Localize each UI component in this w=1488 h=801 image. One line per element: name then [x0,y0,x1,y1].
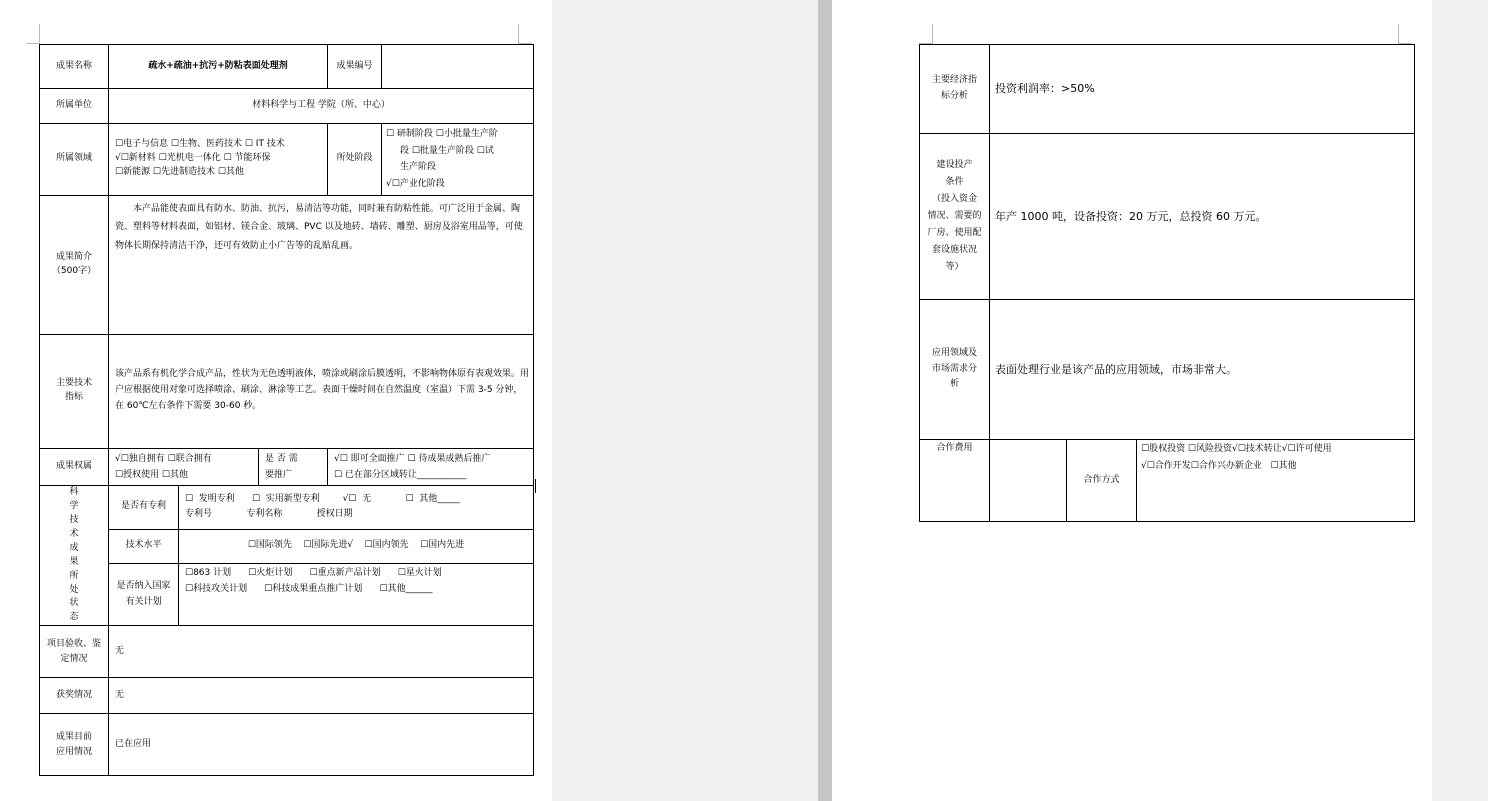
cooperation-mode-options[interactable] [1137,440,1415,522]
ownership-label: 成果权属 [40,448,109,485]
acceptance-label-line: 项目验收、鉴 [46,639,101,650]
stage-option-line[interactable]: ☐ 研制阶段 ☐小批量生产阶 [386,129,498,139]
row-patent [40,485,534,529]
field-options[interactable] [109,124,328,196]
production-conditions-label [920,134,990,300]
document-page-right [832,0,1432,801]
status-side-char: 学 [69,500,79,511]
achievement-form-left [39,44,534,776]
market-analysis-label-line: 析 [949,379,959,390]
stage-options[interactable] [382,124,534,196]
cooperation-option-line[interactable]: ☐股权投资 ☐风险投资√☐技术转让√☐许可使用 [1141,444,1332,454]
field-label: 所属领域 [40,124,109,196]
document-page-left [0,0,552,801]
patent-label: 是否有专利 [109,485,179,529]
row-ownership [40,448,534,485]
awards-value[interactable]: 无 [109,678,534,714]
row-national-plan [40,563,534,625]
ownership-option-line[interactable]: ☐授权使用 ☐其他 [115,469,188,480]
summary-label-line: 成果简介 [55,251,92,262]
crop-mark-top-left [919,24,933,44]
ownership-options[interactable] [109,448,259,485]
cooperation-fee-label: 合作费用 [920,440,990,522]
national-plan-option-line[interactable]: ☐863 计划 ☐火炬计划 ☐重点新产品计划 ☐星火计划 [185,567,442,578]
summary-label-line: （500字） [51,265,97,276]
status-side-char: 处 [69,584,79,595]
application-value[interactable]: 已在应用 [109,714,534,776]
application-label [40,714,109,776]
production-conditions-label-line: 厂房、使用配 [927,228,982,239]
economic-indicators-value[interactable]: 投资利润率：>50% [990,45,1415,134]
field-option-line[interactable]: ☐新能源 ☐先进制造技术 ☐其他 [115,167,244,178]
status-side-char: 状 [69,598,79,609]
summary-text[interactable]: 本产品能使表面具有防水、防油、抗污，易清洁等功能，同时兼有防粘性能。可广泛用于金属、陶瓷、塑料等材料表面，如铝材、镁合金、玻璃、PVC 以及地砖、墙砖、雕塑、厨房及浴室用品等，可使物体长期保持清洁干净，还可有效防止小广告等的乱贴乱画。 [109,195,534,334]
ownership-option-line[interactable]: √☐独自拥有 ☐联合拥有 [115,453,212,464]
page-divider-bar[interactable] [818,0,832,801]
application-label-line: 成果目前 [55,732,92,743]
stage-option-line[interactable]: 段 ☐批量生产阶段 ☐试 [400,145,494,156]
crop-mark-top-right [1398,24,1412,44]
cooperation-mode-label: 合作方式 [1067,440,1137,522]
production-conditions-label-line: 条件 [945,176,964,187]
market-analysis-value[interactable]: 表面处理行业是该产品的应用领域，市场非常大。 [990,300,1415,440]
market-analysis-label-line: 应用领域及 [931,347,977,358]
row-summary [40,195,534,334]
patent-options[interactable] [179,485,534,529]
economic-indicators-label [920,45,990,134]
patent-option-line[interactable]: ☐ 发明专利 ☐ 实用新型专利 √☐ 无 ☐ 其他_____ [185,493,460,504]
achievement-code-value[interactable] [382,45,534,89]
market-analysis-label-line: 市场需求分 [931,363,977,374]
field-option-line[interactable]: ☐电子与信息 ☐生物、医药技术 ☐ IT 技术 [115,139,285,150]
workspace-gap-left [552,0,818,801]
acceptance-label [40,626,109,678]
row-acceptance [40,626,534,678]
code-label: 成果编号 [328,45,382,89]
achievement-name-value[interactable]: 疏水+疏油+抗污+防粘表面处理剂 [109,45,328,89]
economic-indicators-label-line: 主要经济指 [931,75,977,86]
name-label: 成果名称 [40,45,109,89]
row-market-analysis [920,300,1415,440]
status-side-char: 成 [69,542,79,553]
crop-mark-top-right [518,24,532,44]
text-cursor [535,479,536,493]
row-economic-indicators [920,45,1415,134]
tech-level-label: 技术水平 [109,529,179,563]
national-plan-label-line: 有关计划 [125,596,162,607]
row-application [40,714,534,776]
acceptance-value[interactable]: 无 [109,626,534,678]
status-side-char: 果 [69,556,79,567]
tech-indicators-label-line: 主要技术 [55,378,92,389]
market-analysis-label [920,300,990,440]
row-field [40,124,534,196]
status-side-char: 科 [69,486,79,497]
row-cooperation [920,440,1415,522]
row-achievement-name [40,45,534,89]
production-conditions-label-line: 情况、需要的 [927,210,982,221]
cooperation-fee-value[interactable] [990,440,1067,522]
promotion-label [259,448,328,485]
national-plan-option-line[interactable]: ☐科技攻关计划 ☐科技成果重点推广计划 ☐其他______ [185,583,433,594]
promotion-option-line[interactable]: √☐ 即可全面推广 ☐ 待成果成熟后推广 [334,453,491,464]
acceptance-label-line: 定情况 [60,653,88,664]
affiliation-value[interactable]: 材料科学与工程 学院（所、中心） [109,89,534,124]
economic-indicators-label-line: 标分析 [940,91,968,101]
status-side-char: 所 [69,570,79,581]
status-side-char: 术 [69,528,79,539]
tech-level-options[interactable]: ☐国际领先 ☐国际先进√ ☐国内领先 ☐国内先进 [179,529,534,563]
patent-fields-line[interactable]: 专利号 专利名称 授权日期 [185,509,353,520]
row-affiliation [40,89,534,124]
row-production-conditions [920,134,1415,300]
promotion-option-line[interactable]: ☐ 已在部分区域转让___________ [334,469,467,480]
status-side-char: 态 [69,612,79,623]
awards-label: 获奖情况 [40,678,109,714]
workspace-gap-right [1432,0,1488,801]
production-conditions-label-line: 套设施状况 [931,245,977,256]
stage-option-line[interactable]: √☐产业化阶段 [386,178,445,189]
stage-option-line[interactable]: 生产阶段 [400,162,437,173]
tech-indicators-label [40,334,109,448]
promotion-options[interactable] [328,448,534,485]
field-option-line[interactable]: √☐新材料 ☐光机电一体化 ☐ 节能环保 [115,153,271,164]
row-awards [40,678,534,714]
application-label-line: 应用情况 [55,746,92,757]
production-conditions-label-line: 建设投产 [936,159,973,170]
achievement-form-right [919,44,1415,522]
stage-label: 所处阶段 [328,124,382,196]
national-plan-options[interactable] [179,563,534,625]
row-tech-level [40,529,534,563]
production-conditions-label-line: （投入资金 [931,193,977,204]
promotion-label-line: 要推广 [265,469,293,480]
production-conditions-label-line: 等） [945,262,964,273]
production-conditions-value[interactable]: 年产 1000 吨，设备投资：20 万元，总投资 60 万元。 [990,134,1415,300]
tech-indicators-text[interactable]: 该产品系有机化学合成产品，性状为无色透明液体，喷涂或刷涂后膜透明，不影响物体原有表观效果。用户应根据使用对象可选择喷涂、刷涂、淋涂等工艺。表面干燥时间在自然温度（室温）下需 3-5 分钟，在 60℃左右条件下需要 30-60 秒。 [109,334,534,448]
status-side-label [40,485,109,625]
promotion-label-line: 是 否 需 [265,453,298,464]
tech-indicators-label-line: 指标 [64,392,83,403]
summary-label [40,195,109,334]
status-side-char: 技 [69,514,79,525]
affiliation-label: 所属单位 [40,89,109,124]
national-plan-label [109,563,179,625]
national-plan-label-line: 是否纳入国家 [116,581,171,592]
crop-mark-top-left [26,24,40,44]
cooperation-option-line[interactable]: √☐合作开发☐合作兴办新企业 ☐其他 [1141,460,1297,471]
row-tech-indicators [40,334,534,448]
